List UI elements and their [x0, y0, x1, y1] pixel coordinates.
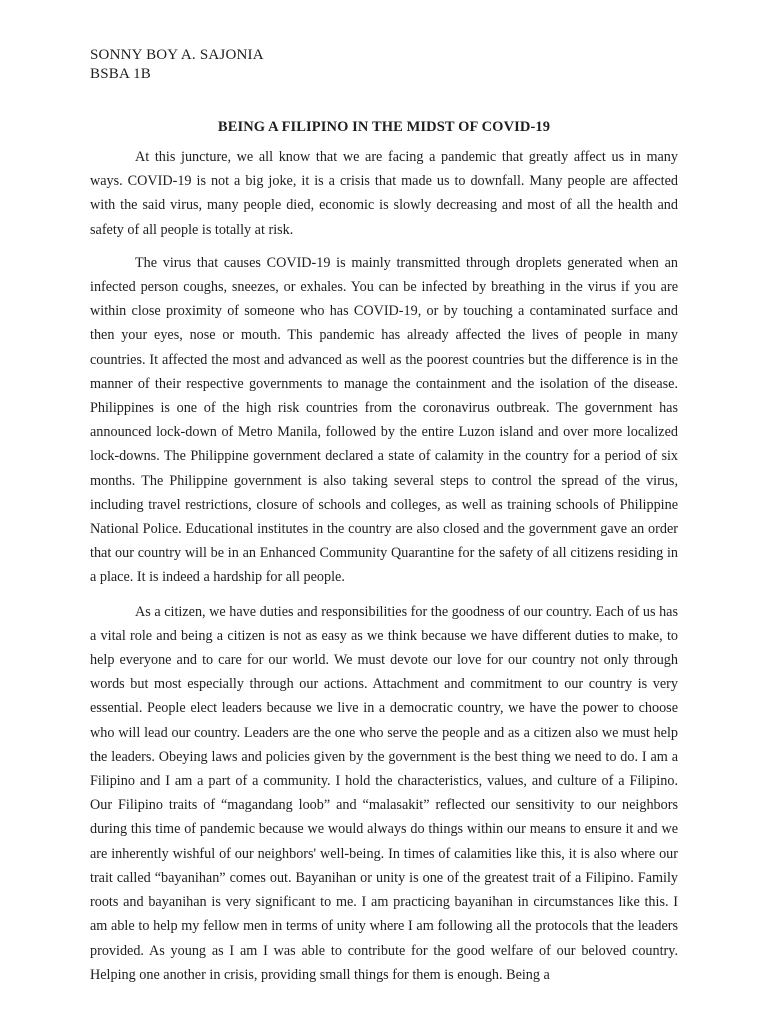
paragraph-virus: The virus that causes COVID-19 is mainly transmitted through droplets generated when an infected person coughs, sneezes, or exhales. You can be infected by breathing in the virus if you are within close proximity of someone who has COVID-19, or by touching a contaminated surface and then your eyes, nose or mouth. This pandemic has already affected the lives of people in many countries. It affected the most and advanced as well as the poorest countries but the difference is in the manner of their respective governments to manage the containment and the isolation of the disease. Philippines is one of the high risk countries from the coronavirus outbreak. The government has announced lock-down of Metro Manila, followed by the entire Luzon island and over more localized lock-downs. The Philippine government declared a state of calamity in the country for a period of six months. The Philippine government is also taking several steps to control the spread of the virus, including travel restrictions, closure of schools and colleges, as well as training schools of Philippine National Police. Educational institutes in the country are also closed and the government gave an order that our country will be in an Enhanced Community Quarantine for the safety of all citizens residing in a place. It is indeed a hardship for all people. — [90, 254, 678, 586]
paragraph-citizen: As a citizen, we have duties and responsibilities for the goodness of our country. Each of us has a vital role and being a citizen is not as easy as we think because we have different duties to make, to help everyone and to care for our world. We must devote our love for our country not only through words but most especially through our actions. Attachment and commitment to our country is very essential. People elect leaders because we live in a democratic country, we have the power to choose who will lead our country. Leaders are the one who serve the people and as a citizen also we must help the leaders. Obeying laws and policies given by the government is the best thing we need to do. I am a Filipino and I am a part of a community. I hold the characteristics, values, and culture of a Filipino. Our Filipino traits of “magandang loob” and “malasakit” reflected our sensitivity to our neighbors during this time of pandemic because we would always do things within our means to ensure it and we are inherently wishful of our neighbors' well-being. In times of calamities like this, it is also where our trait called “bayanihan” comes out. Bayanihan or unity is one of the greatest trait of a Filipino. Family roots and bayanihan is very significant to me. I am practicing bayanihan in circumstances like this. I am able to help my fellow men in terms of unity where I am following all the protocols that the leaders provided. As young as I am I was able to contribute for the good welfare of our beloved country. Helping one another in crisis, providing small things for them is enough. Being a — [90, 603, 678, 983]
document-page — [90, 46, 678, 987]
paragraph-intro: At this juncture, we all know that we are facing a pandemic that greatly affect us in many ways. COVID-19 is not a big joke, it is a crisis that made us to downfall. Many people are affected with the said virus, many people died, economic is slowly decreasing and most of all the health and safety of all people is totally at risk. — [90, 149, 678, 238]
document-title: BEING A FILIPINO IN THE MIDST OF COVID-19 — [217, 119, 551, 135]
course-section: BSBA 1B — [90, 66, 152, 82]
author-name: SONNY BOY A. SAJONIA — [90, 47, 264, 63]
